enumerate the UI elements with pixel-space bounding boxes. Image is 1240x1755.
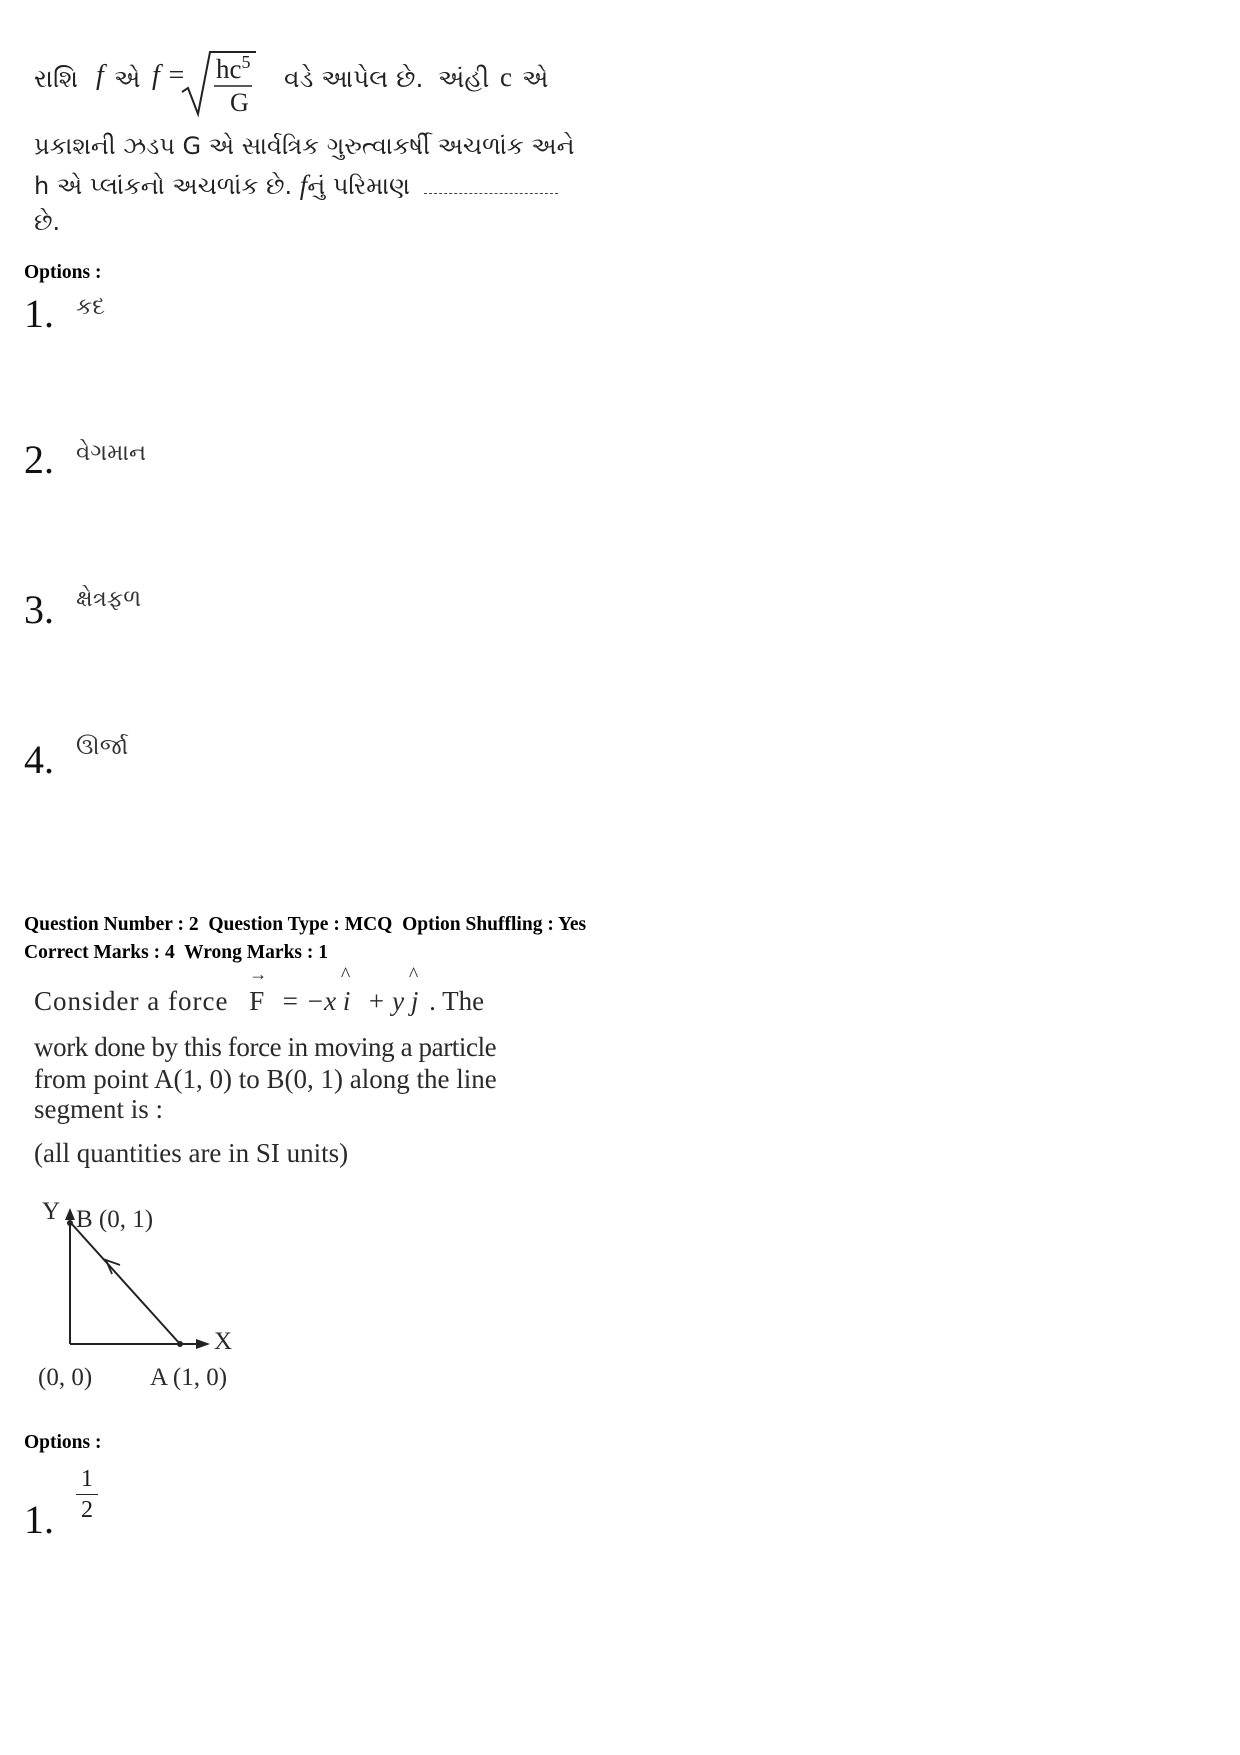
- q2-meta-line1: Question Number : 2 Question Type : MCQ Option Shuffling : Yes: [24, 914, 587, 935]
- unit-i: ^ i: [340, 964, 351, 1016]
- point-a-dot: [177, 1341, 183, 1347]
- q1-suffix: વડે આપેલ છે.: [284, 64, 424, 93]
- q1-tail2: એ: [522, 64, 549, 93]
- q2-stem-line1: [34, 964, 485, 1017]
- vector-arrow-icon: →: [249, 964, 268, 984]
- fraction-denominator: 2: [81, 1497, 93, 1523]
- q1-option-3[interactable]: [24, 586, 142, 633]
- q2-stem-line5: (all quantities are in SI units): [34, 1138, 349, 1168]
- q2-options-label: Options :: [24, 1432, 102, 1453]
- q1-option-2[interactable]: [24, 436, 147, 483]
- q1-lhs: f =: [152, 60, 186, 91]
- q2-figure: [30, 1198, 250, 1408]
- segment-ab: [70, 1222, 180, 1344]
- q1-line2: પ્રકાશની ઝડપ G એ સાર્વત્રિક ગુરુત્વાકર્ષી અચળાંક અને: [34, 132, 575, 160]
- q1-exp: 5: [241, 52, 251, 72]
- q1-option-1[interactable]: [24, 290, 106, 337]
- q1-num: [216, 52, 250, 85]
- option-text: વેગમાન: [76, 440, 147, 466]
- option-text: ઊર્જા: [76, 734, 129, 760]
- q1-line4: છે.: [34, 208, 61, 236]
- option-number: 2.: [24, 437, 54, 482]
- q2-eq: = −x: [280, 986, 337, 1016]
- option-number: 1.: [24, 291, 54, 336]
- q2-option-1[interactable]: [24, 1466, 144, 1546]
- y-axis-label: Y: [42, 1198, 61, 1225]
- origin-label: (0, 0): [38, 1364, 93, 1391]
- option-text: ક્ષેત્રફળ: [76, 586, 142, 612]
- q2-stem: [34, 964, 594, 1194]
- q1-options-label: Options :: [24, 262, 102, 283]
- option-text: કદ: [76, 294, 106, 320]
- q1-den: G: [230, 88, 249, 117]
- point-b-label: B (0, 1): [76, 1206, 154, 1233]
- q1-var-f: f: [96, 60, 104, 91]
- q2-meta-line2: Correct Marks : 4 Wrong Marks : 1: [24, 942, 329, 963]
- x-axis-label: X: [214, 1328, 233, 1355]
- q1-line3: [34, 170, 558, 201]
- hat-icon: ^: [408, 964, 419, 986]
- fraction-bar: [76, 1494, 98, 1495]
- x-axis-arrowhead: [196, 1339, 210, 1349]
- direction-arrow-icon: [106, 1260, 120, 1274]
- q2-plus: + y: [367, 986, 405, 1016]
- q1-line3-a: h એ પ્લાંકનો અચળાંક છે.: [34, 172, 293, 200]
- q1-option-4[interactable]: [24, 734, 129, 783]
- q2-consider: Consider a force: [34, 986, 229, 1016]
- q1-line3-b: નું પરિમાણ: [307, 172, 410, 200]
- option-number: 4.: [24, 737, 54, 782]
- unit-j: ^ j: [408, 964, 419, 1016]
- q1-tail: અંહી: [438, 64, 490, 93]
- q1-var-c: c: [500, 62, 512, 92]
- q1-num-text: hc: [216, 54, 242, 84]
- q1-line1: [34, 50, 554, 120]
- q2-stem-line3: from point A(1, 0) to B(0, 1) along the line: [34, 1064, 497, 1094]
- q1-word-e: એ: [114, 64, 141, 93]
- point-a-label: A (1, 0): [150, 1364, 228, 1391]
- q1-prefix: રાશિ: [34, 64, 78, 93]
- answer-blank: [424, 175, 558, 194]
- q1-line3-f: f: [299, 170, 308, 200]
- q2-the: . The: [429, 986, 485, 1016]
- vector-F: → F: [249, 964, 268, 1016]
- hat-icon: ^: [340, 964, 351, 986]
- point-b-dot: [67, 1220, 73, 1226]
- fraction: [76, 1466, 98, 1524]
- option-number: 1.: [24, 1497, 54, 1542]
- y-axis-arrowhead: [65, 1208, 75, 1220]
- q2-stem-line4: segment is :: [34, 1094, 163, 1124]
- option-number: 3.: [24, 587, 54, 632]
- fraction-numerator: 1: [81, 1466, 93, 1492]
- q2-stem-line2: work done by this force in moving a particle: [34, 1032, 497, 1062]
